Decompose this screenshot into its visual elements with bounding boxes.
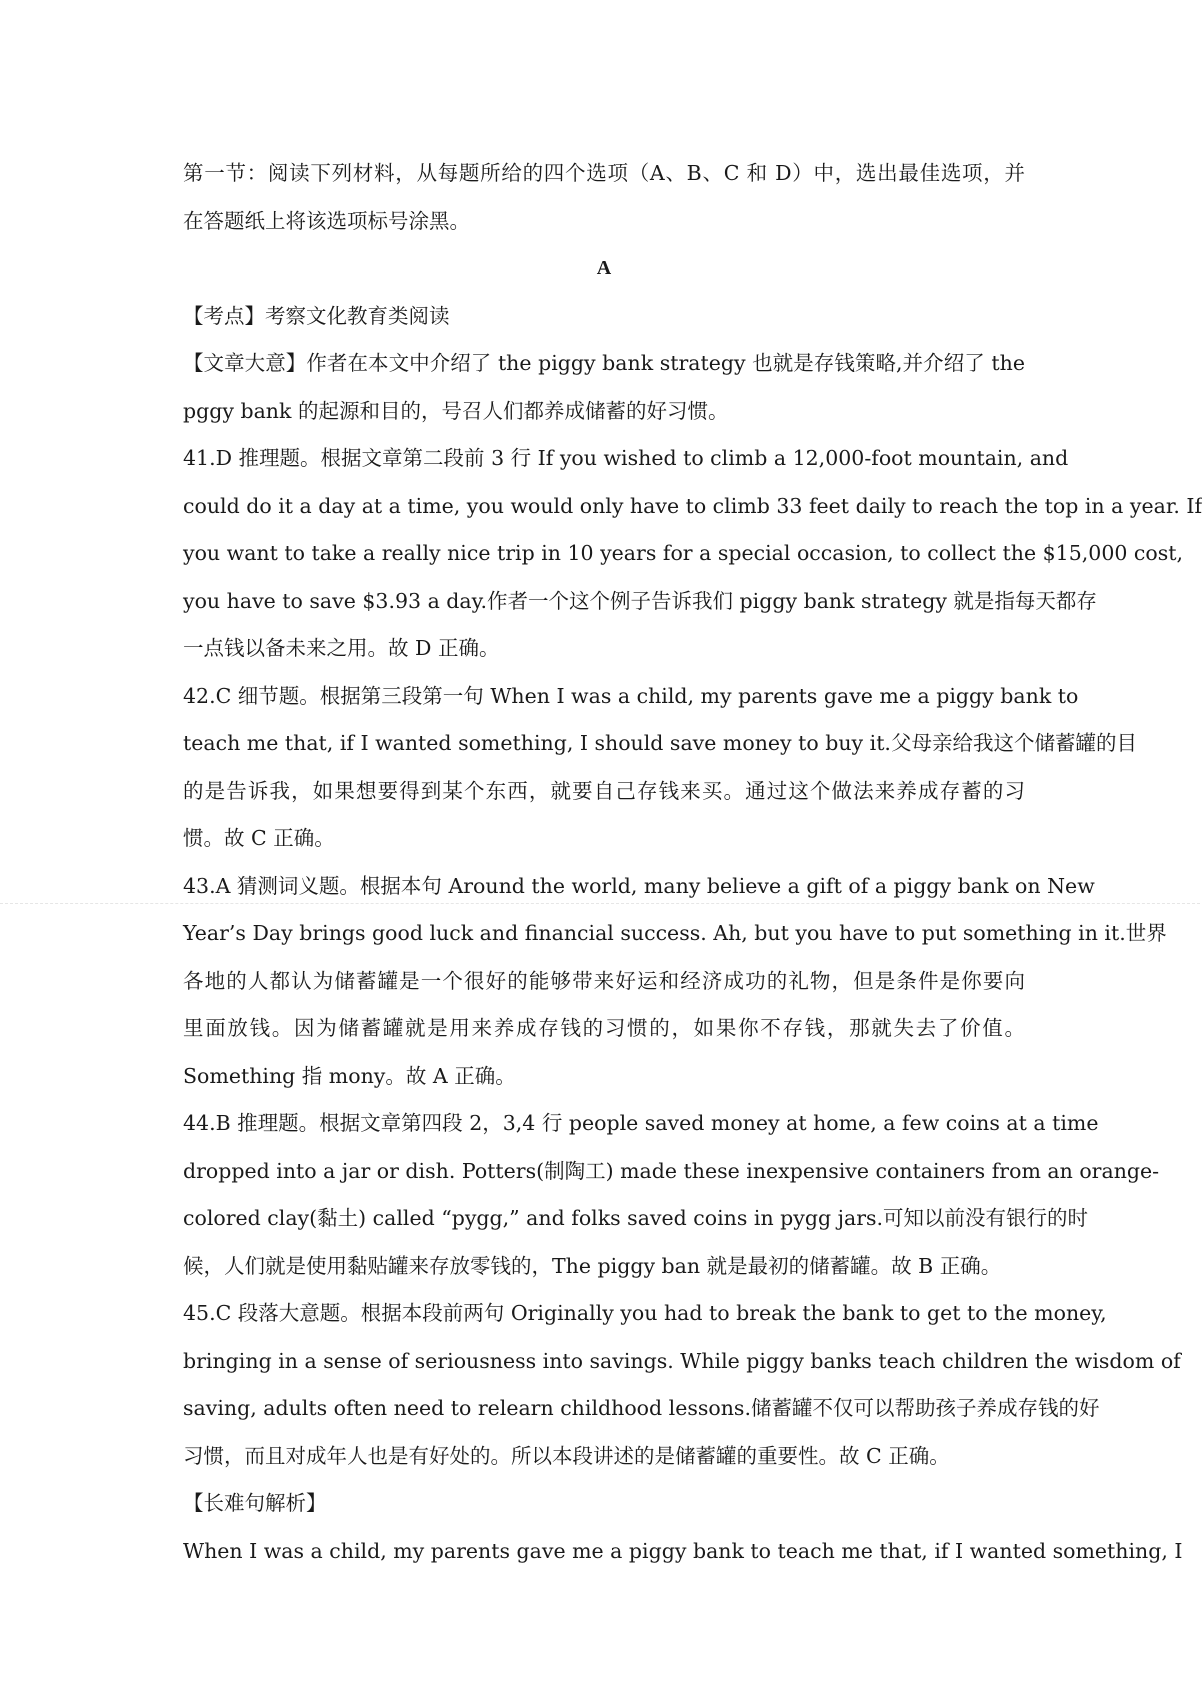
answer-41-line-2: could do it a day at a time, you would only have to climb 33 feet daily to reach the top in a year. If bbox=[183, 493, 1202, 518]
instruction-line-2: 在答题纸上将该选项标号涂黑。 bbox=[183, 208, 470, 233]
answer-41-line-3: you want to take a really nice trip in 10 years for a special occasion, to collect the $15,000 cost, bbox=[183, 541, 1184, 565]
answer-43-line-2: Year’s Day brings good luck and financial success. Ah, but you have to put something in it.世界 bbox=[183, 921, 1167, 945]
answer-43-line-4: 里面放钱。因为储蓄罐就是用来养成存钱的习惯的，如果你不存钱，那就失去了价值。 bbox=[183, 1016, 1025, 1040]
answer-43-line-1: 43.A 猜测词义题。根据本句 Around the world, many believe a gift of a piggy bank on New bbox=[183, 873, 1095, 898]
summary-line-1: 【文章大意】作者在本文中介绍了 the piggy bank strategy 也就是存钱策略,并介绍了 the bbox=[183, 351, 1025, 375]
answer-45-line-2: bringing in a sense of seriousness into savings. While piggy banks teach children the wisdom of bbox=[183, 1348, 1181, 1373]
long-sentence-heading: 【长难句解析】 bbox=[183, 1491, 327, 1515]
answer-41-line-1: 41.D 推理题。根据文章第二段前 3 行 If you wished to climb a 12,000-foot mountain, and bbox=[183, 446, 1069, 470]
answer-45-line-3: saving, adults often need to relearn childhood lessons.储蓄罐不仅可以帮助孩子养成存钱的好 bbox=[183, 1396, 1100, 1420]
answer-45-line-4: 习惯，而且对成年人也是有好处的。所以本段讲述的是储蓄罐的重要性。故 C 正确。 bbox=[183, 1443, 950, 1468]
answer-42-line-1: 42.C 细节题。根据第三段第一句 When I was a child, my parents gave me a piggy bank to bbox=[183, 683, 1079, 708]
answer-45-line-1: 45.C 段落大意题。根据本段前两句 Originally you had to break the bank to get to the money, bbox=[183, 1301, 1107, 1325]
answer-44-line-2: dropped into a jar or dish. Potters(制陶工) made these inexpensive containers from an orange- bbox=[183, 1158, 1160, 1183]
answer-41-line-4: you have to save $3.93 a day.作者一个这个例子告诉我们 piggy bank strategy 就是指每天都存 bbox=[183, 588, 1097, 613]
answer-43-line-3: 各地的人都认为储蓄罐是一个很好的能够带来好运和经济成功的礼物，但是条件是你要向 bbox=[183, 968, 1025, 993]
answer-42-line-3: 的是告诉我，如果想要得到某个东西，就要自己存钱来买。通过这个做法来养成存蓄的习 bbox=[183, 778, 1025, 803]
exam-point-line: 【考点】考察文化教育类阅读 bbox=[183, 303, 450, 328]
section-heading: A bbox=[596, 257, 612, 279]
long-sentence-line-1: When I was a child, my parents gave me a piggy bank to teach me that, if I wanted something, I bbox=[183, 1538, 1183, 1563]
answer-42-line-4: 惯。故 C 正确。 bbox=[183, 826, 335, 850]
answer-41-line-5: 一点钱以备未来之用。故 D 正确。 bbox=[183, 636, 500, 660]
answer-43-line-5: Something 指 mony。故 A 正确。 bbox=[183, 1063, 516, 1088]
answer-44-line-1: 44.B 推理题。根据文章第四段 2，3,4 行 people saved money at home, a few coins at a time bbox=[183, 1111, 1099, 1135]
answer-42-line-2: teach me that, if I wanted something, I should save money to buy it.父母亲给我这个储蓄罐的目 bbox=[183, 731, 1137, 755]
answer-44-line-4: 候，人们就是使用黏贴罐来存放零钱的，The piggy ban 就是最初的储蓄罐。故 B 正确。 bbox=[183, 1253, 1002, 1278]
summary-line-2: pggy bank 的起源和目的，号召人们都养成储蓄的好习惯。 bbox=[183, 398, 729, 423]
document-page bbox=[183, 150, 1202, 1575]
instruction-line-1: 第一节：阅读下列材料，从每题所给的四个选项（A、B、C 和 D）中，选出最佳选项，并 bbox=[183, 161, 1025, 185]
answer-44-line-3: colored clay(黏土) called “pygg,” and folks saved coins in pygg jars.可知以前没有银行的时 bbox=[183, 1206, 1089, 1230]
